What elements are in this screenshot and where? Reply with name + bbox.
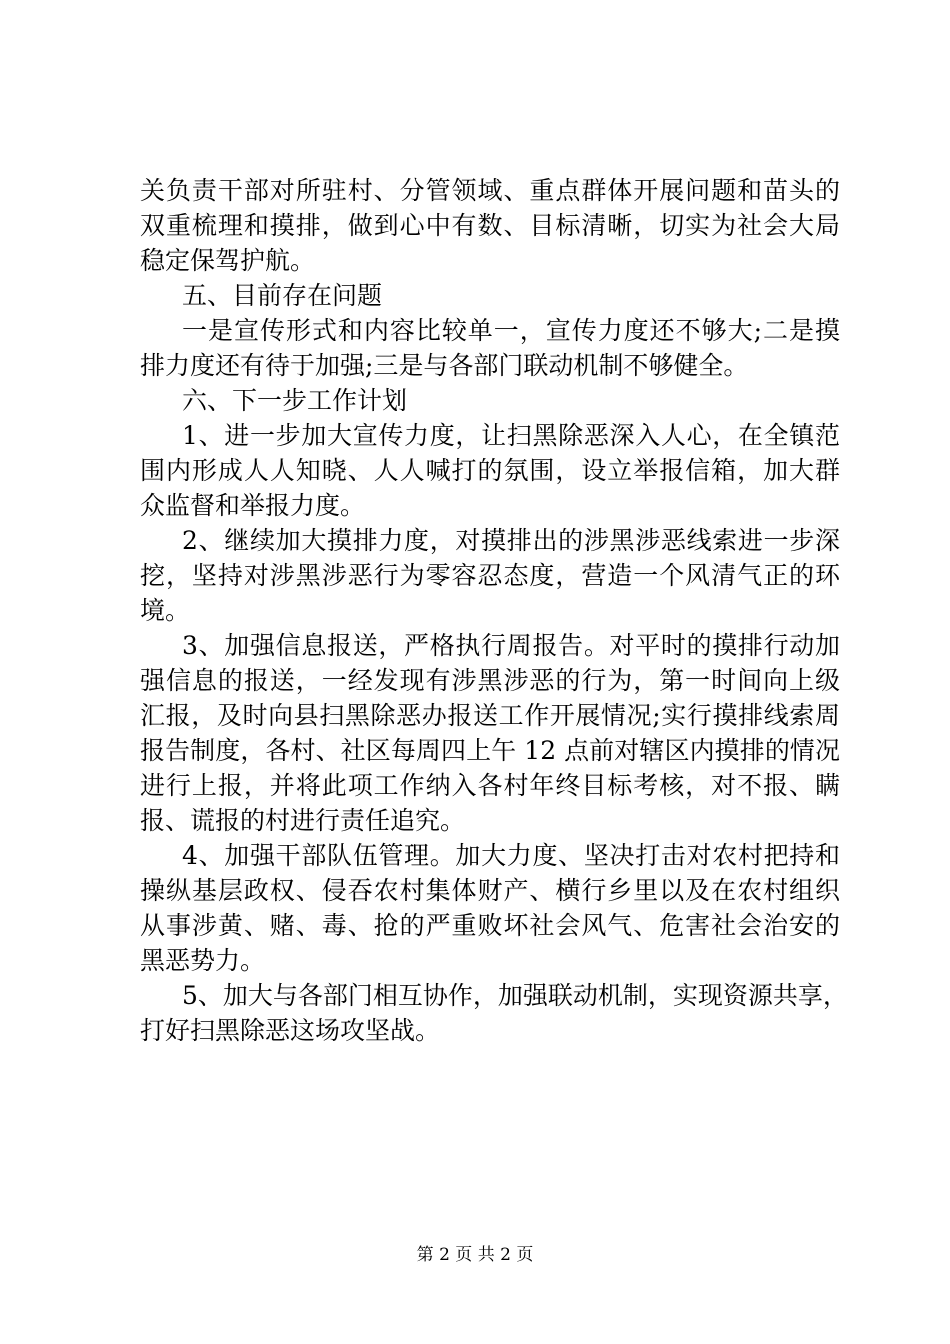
document-line: 围内形成人人知晓、人人喊打的氛围，设立举报信箱，加大群 [140,456,840,485]
document-body [140,173,848,1048]
document-line: 强信息的报送，一经发现有涉黑涉恶的行为，第一时间向上级 [140,666,840,695]
document-line: 黑恶势力。 [140,946,266,975]
document-line: 报、谎报的村进行责任追究。 [140,806,466,835]
document-line: 关负责干部对所驻村、分管领域、重点群体开展问题和苗头的 [140,176,840,205]
document-line: 5、加大与各部门相互协作，加强联动机制，实现资源共享， [182,981,848,1010]
document-line: 1、进一步加大宣传力度，让扫黑除恶深入人心，在全镇范 [182,421,840,450]
document-line: 报告制度，各村、社区每周四上午 12 点前对辖区内摸排的情况 [140,736,840,765]
document-line: 4、加强干部队伍管理。加大力度、坚决打击对农村把持和 [182,841,840,870]
document-line: 五、目前存在问题 [182,281,383,310]
document-line: 3、加强信息报送，严格执行周报告。对平时的摸排行动加 [182,631,840,660]
document-line: 汇报，及时向县扫黑除恶办报送工作开展情况;实行摸排线索周 [140,701,840,730]
document-line: 挖，坚持对涉黑涉恶行为零容忍态度，营造一个风清气正的环 [140,561,840,590]
document-line: 六、下一步工作计划 [182,386,408,415]
document-line: 稳定保驾护航。 [140,246,316,275]
document-line: 众监督和举报力度。 [140,491,366,520]
document-line: 进行上报，并将此项工作纳入各村年终目标考核，对不报、瞒 [140,771,840,800]
document-line: 操纵基层政权、侵吞农村集体财产、横行乡里以及在农村组织 [140,876,840,905]
document-line: 打好扫黑除恶这场攻坚战。 [140,1016,441,1045]
document-line: 排力度还有待于加强;三是与各部门联动机制不够健全。 [140,351,749,380]
document-line: 双重梳理和摸排，做到心中有数、目标清晰，切实为社会大局 [140,211,840,240]
page-footer: 第 2 页 共 2 页 [416,1245,534,1265]
document-line: 2、继续加大摸排力度，对摸排出的涉黑涉恶线索进一步深 [182,526,840,555]
document-line: 一是宣传形式和内容比较单一，宣传力度还不够大;二是摸 [182,316,840,345]
document-line: 境。 [140,596,191,625]
document-line: 从事涉黄、赌、毒、抢的严重败坏社会风气、危害社会治安的 [140,911,840,940]
